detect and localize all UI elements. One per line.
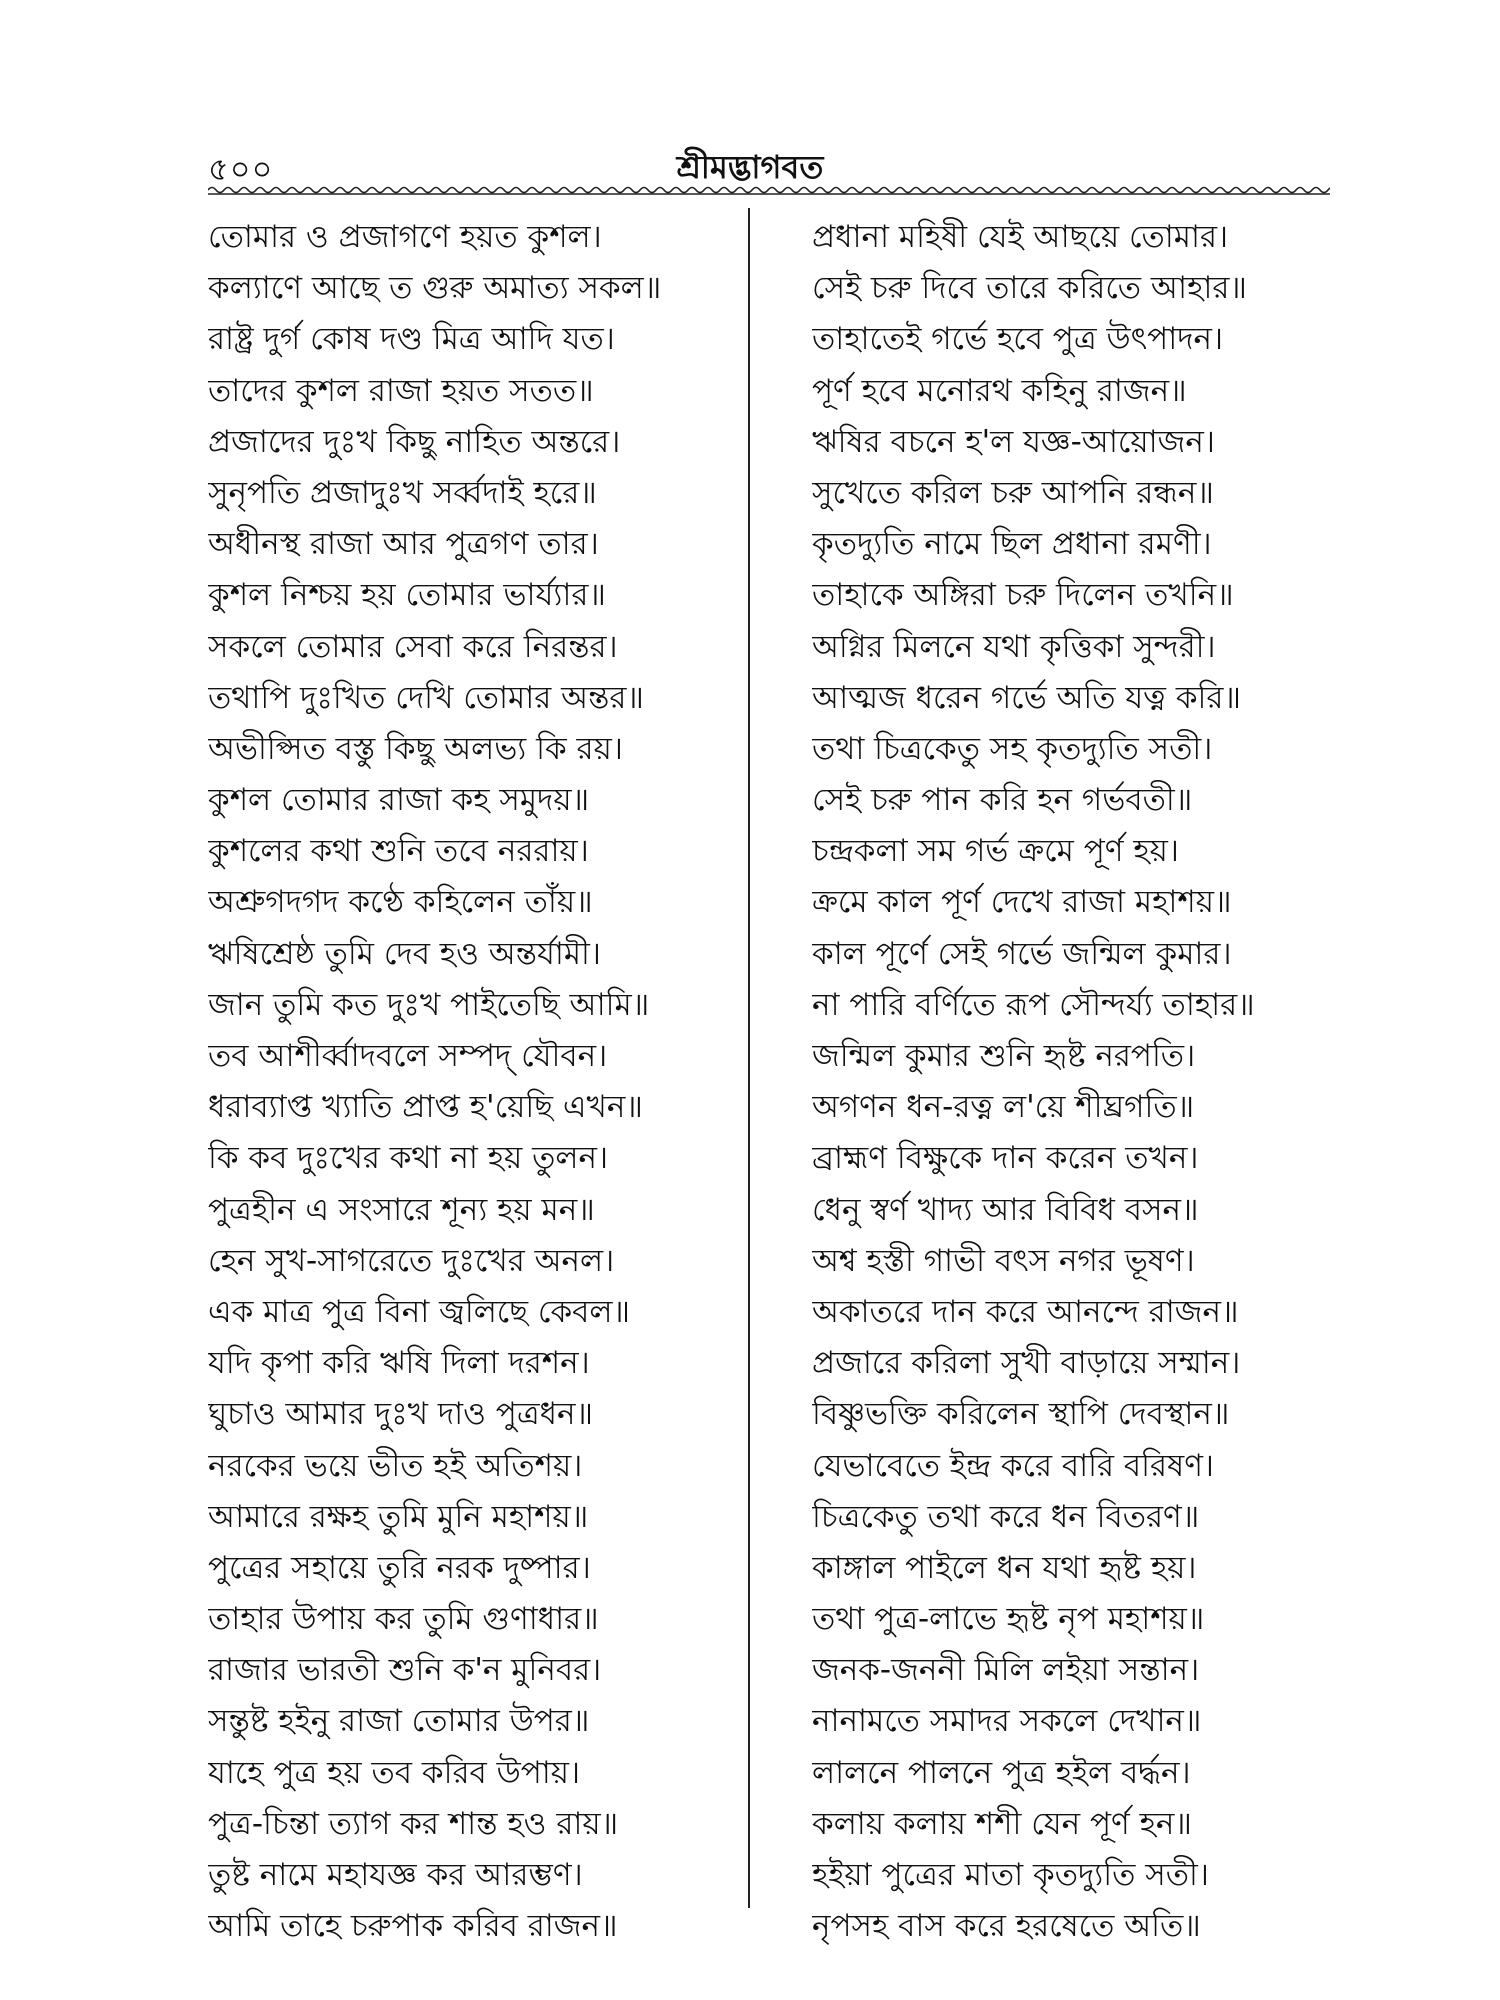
verse-line: নানামতে সমাদর সকলে দেখান॥ bbox=[812, 1703, 1202, 1740]
verse-line: ঋষিশ্রেষ্ঠ তুমি দেব হও অন্তর্যামী। bbox=[208, 935, 601, 972]
verse-line: যেভাবেতে ইন্দ্র করে বারি বরিষণ। bbox=[812, 1447, 1215, 1484]
verse-line: পুত্রের সহায়ে তুরি নরক দুষ্পার। bbox=[208, 1549, 591, 1586]
verse-line: যাহে পুত্র হয় তব করিব উপায়। bbox=[208, 1754, 581, 1791]
verse-line: হইয়া পুত্রের মাতা কৃতদ্যুতি সতী। bbox=[812, 1857, 1209, 1893]
verse-line: তথা পুত্র-লাভে হৃষ্ট নৃপ মহাশয়॥ bbox=[812, 1601, 1205, 1638]
verse-line: ঘুচাও আমার দুঃখ দাও পুত্রধন॥ bbox=[208, 1396, 594, 1433]
verse-line: তুষ্ট নামে মহাযজ্ঞ কর আরম্ভণ। bbox=[208, 1857, 583, 1893]
verse-line: কি কব দুঃখের কথা না হয় তুলন। bbox=[208, 1140, 609, 1177]
verse-line: অধীনস্থ রাজা আর পুত্রগণ তার। bbox=[208, 526, 599, 563]
verse-line: সন্তুষ্ট হইনু রাজা তোমার উপর॥ bbox=[208, 1703, 590, 1740]
verse-line: তব আশীর্ব্বাদবলে সম্পদ্ যৌবন। bbox=[208, 1038, 608, 1074]
verse-line: সেই চরু দিবে তারে করিতে আহার॥ bbox=[812, 270, 1247, 307]
verse-line: তথা চিত্রকেতু সহ কৃতদ্যুতি সতী। bbox=[812, 730, 1213, 767]
verse-line: অকাতরে দান করে আনন্দে রাজন॥ bbox=[812, 1293, 1239, 1330]
verse-line: আমারে রক্ষহ তুমি মুনি মহাশয়॥ bbox=[208, 1498, 589, 1535]
verse-line: তাহার উপায় কর তুমি গুণাধার॥ bbox=[208, 1601, 599, 1638]
verse-line: আত্মজ ধরেন গর্ভে অতি যত্ন করি॥ bbox=[812, 679, 1242, 716]
verse-line: হেন সুখ-সাগরেতে দুঃখের অনল। bbox=[208, 1242, 615, 1279]
verse-line: কুশল তোমার রাজা কহ সমুদয়॥ bbox=[208, 782, 590, 819]
verse-line: সেই চরু পান করি হন গর্ভবতী॥ bbox=[812, 782, 1193, 819]
verse-line: কুশল নিশ্চয় হয় তোমার ভার্য্যার॥ bbox=[208, 577, 606, 614]
verse-line: ঋষির বচনে হ'ল যজ্ঞ-আয়োজন। bbox=[812, 423, 1215, 460]
verse-line: জনক-জননী মিলি লইয়া সন্তান। bbox=[812, 1652, 1200, 1689]
verse-line: কুশলের কথা শুনি তবে নররায়। bbox=[208, 833, 589, 870]
verse-line: কাঙ্গাল পাইলে ধন যথা হৃষ্ট হয়। bbox=[812, 1549, 1197, 1586]
verse-line: চন্দ্রকলা সম গর্ভ ক্রমে পূর্ণ হয়। bbox=[812, 833, 1179, 870]
verse-line: অশ্রুগদগদ কণ্ঠে কহিলেন তাঁয়॥ bbox=[208, 884, 593, 921]
verse-line: তোমার ও প্রজাগণে হয়ত কুশল। bbox=[208, 219, 602, 255]
verse-line: সুনৃপতি প্রজাদুঃখ সর্ব্বদাই হরে॥ bbox=[208, 474, 597, 511]
verse-line: অগ্নির মিলনে যথা কৃত্তিকা সুন্দরী। bbox=[812, 628, 1216, 665]
verse-line: আমি তাহে চরুপাক করিব রাজন॥ bbox=[208, 1908, 618, 1945]
running-head: শ্রীমদ্ভাগবত bbox=[676, 148, 824, 186]
verse-line: লালনে পালনে পুত্র হইল বর্দ্ধন। bbox=[812, 1754, 1191, 1791]
verse-line: অভীপ্সিত বস্তু কিছু অলভ্য কি রয়। bbox=[208, 730, 623, 767]
verse-line: পুত্রহীন এ সংসারে শূন্য হয় মন॥ bbox=[208, 1191, 595, 1228]
verse-line: কল্যাণে আছে ত গুরু অমাত্য সকল॥ bbox=[208, 270, 662, 307]
verse-line: কাল পূর্ণে সেই গর্ভে জন্মিল কুমার। bbox=[812, 935, 1232, 972]
verse-line: প্রজাদের দুঃখ কিছু নাহিত অন্তরে। bbox=[208, 423, 621, 460]
verse-line: প্রজারে করিলা সুখী বাড়ায়ে সম্মান। bbox=[812, 1345, 1241, 1382]
verse-line: কৃতদ্যুতি নামে ছিল প্রধানা রমণী। bbox=[812, 526, 1212, 563]
verse-line: প্রধানা মহিষী যেই আছয়ে তোমার। bbox=[812, 219, 1229, 255]
verse-line: ধেনু স্বর্ণ খাদ্য আর বিবিধ বসন॥ bbox=[812, 1191, 1199, 1228]
verse-line: যদি কৃপা করি ঋষি দিলা দরশন। bbox=[208, 1345, 590, 1382]
verse-line: নৃপসহ বাস করে হরষেতে অতি॥ bbox=[812, 1908, 1201, 1945]
verse-line: ধরাব্যাপ্ত খ্যাতি প্রাপ্ত হ'য়েছি এখন॥ bbox=[208, 1089, 643, 1126]
verse-line: সুখেতে করিল চরু আপনি রন্ধন॥ bbox=[812, 474, 1214, 511]
verse-line: নরকের ভয়ে ভীত হই অতিশয়। bbox=[208, 1447, 583, 1484]
column-divider bbox=[748, 208, 750, 1908]
verse-line: পূর্ণ হবে মনোরথ কহিনু রাজন॥ bbox=[812, 372, 1187, 409]
verse-line: তাদের কুশল রাজা হয়ত সতত॥ bbox=[208, 372, 594, 409]
verse-line: ব্রাহ্মণ বিক্ষুকে দান করেন তখন। bbox=[812, 1140, 1199, 1177]
verse-line: অগণন ধন-রত্ন ল'য়ে শীঘ্রগতি॥ bbox=[812, 1089, 1195, 1126]
verse-line: সকলে তোমার সেবা করে নিরন্তর। bbox=[208, 628, 618, 665]
verse-line: জান তুমি কত দুঃখ পাইতেছি আমি॥ bbox=[208, 986, 650, 1023]
right-column bbox=[812, 212, 1322, 1952]
header-wavy-rule bbox=[208, 184, 1330, 196]
verse-line: রাষ্ট্র দুর্গ কোষ দণ্ড মিত্র আদি যত। bbox=[208, 321, 615, 358]
verse-line: তাহাকে অঙ্গিরা চরু দিলেন তখনি॥ bbox=[812, 577, 1234, 614]
verse-line: চিত্রকেতু তথা করে ধন বিতরণ॥ bbox=[812, 1498, 1200, 1535]
verse-line: তথাপি দুঃখিত দেখি তোমার অন্তর॥ bbox=[208, 679, 644, 716]
verse-line: ক্রমে কাল পূর্ণ দেখে রাজা মহাশয়॥ bbox=[812, 884, 1232, 921]
verse-line: রাজার ভারতী শুনি ক'ন মুনিবর। bbox=[208, 1652, 602, 1689]
page-number: ৫০০ bbox=[208, 150, 274, 188]
verse-line: তাহাতেই গর্ভে হবে পুত্র উৎপাদন। bbox=[812, 321, 1224, 358]
verse-line: বিষ্ণুভক্তি করিলেন স্থাপি দেবস্থান॥ bbox=[812, 1396, 1230, 1433]
verse-line: কলায় কলায় শশী যেন পূর্ণ হন॥ bbox=[812, 1805, 1192, 1842]
verse-line: পুত্র-চিন্তা ত্যাগ কর শান্ত হও রায়॥ bbox=[208, 1805, 619, 1842]
verse-line: অশ্ব হস্তী গাভী বৎস নগর ভূষণ। bbox=[812, 1242, 1195, 1279]
left-column bbox=[208, 212, 733, 1952]
verse-line: না পারি বর্ণিতে রূপ সৌন্দর্য্য তাহার॥ bbox=[812, 986, 1255, 1023]
verse-line: জন্মিল কুমার শুনি হৃষ্ট নরপতি। bbox=[812, 1038, 1196, 1074]
verse-line: এক মাত্র পুত্র বিনা জ্বলিছে কেবল॥ bbox=[208, 1293, 631, 1330]
